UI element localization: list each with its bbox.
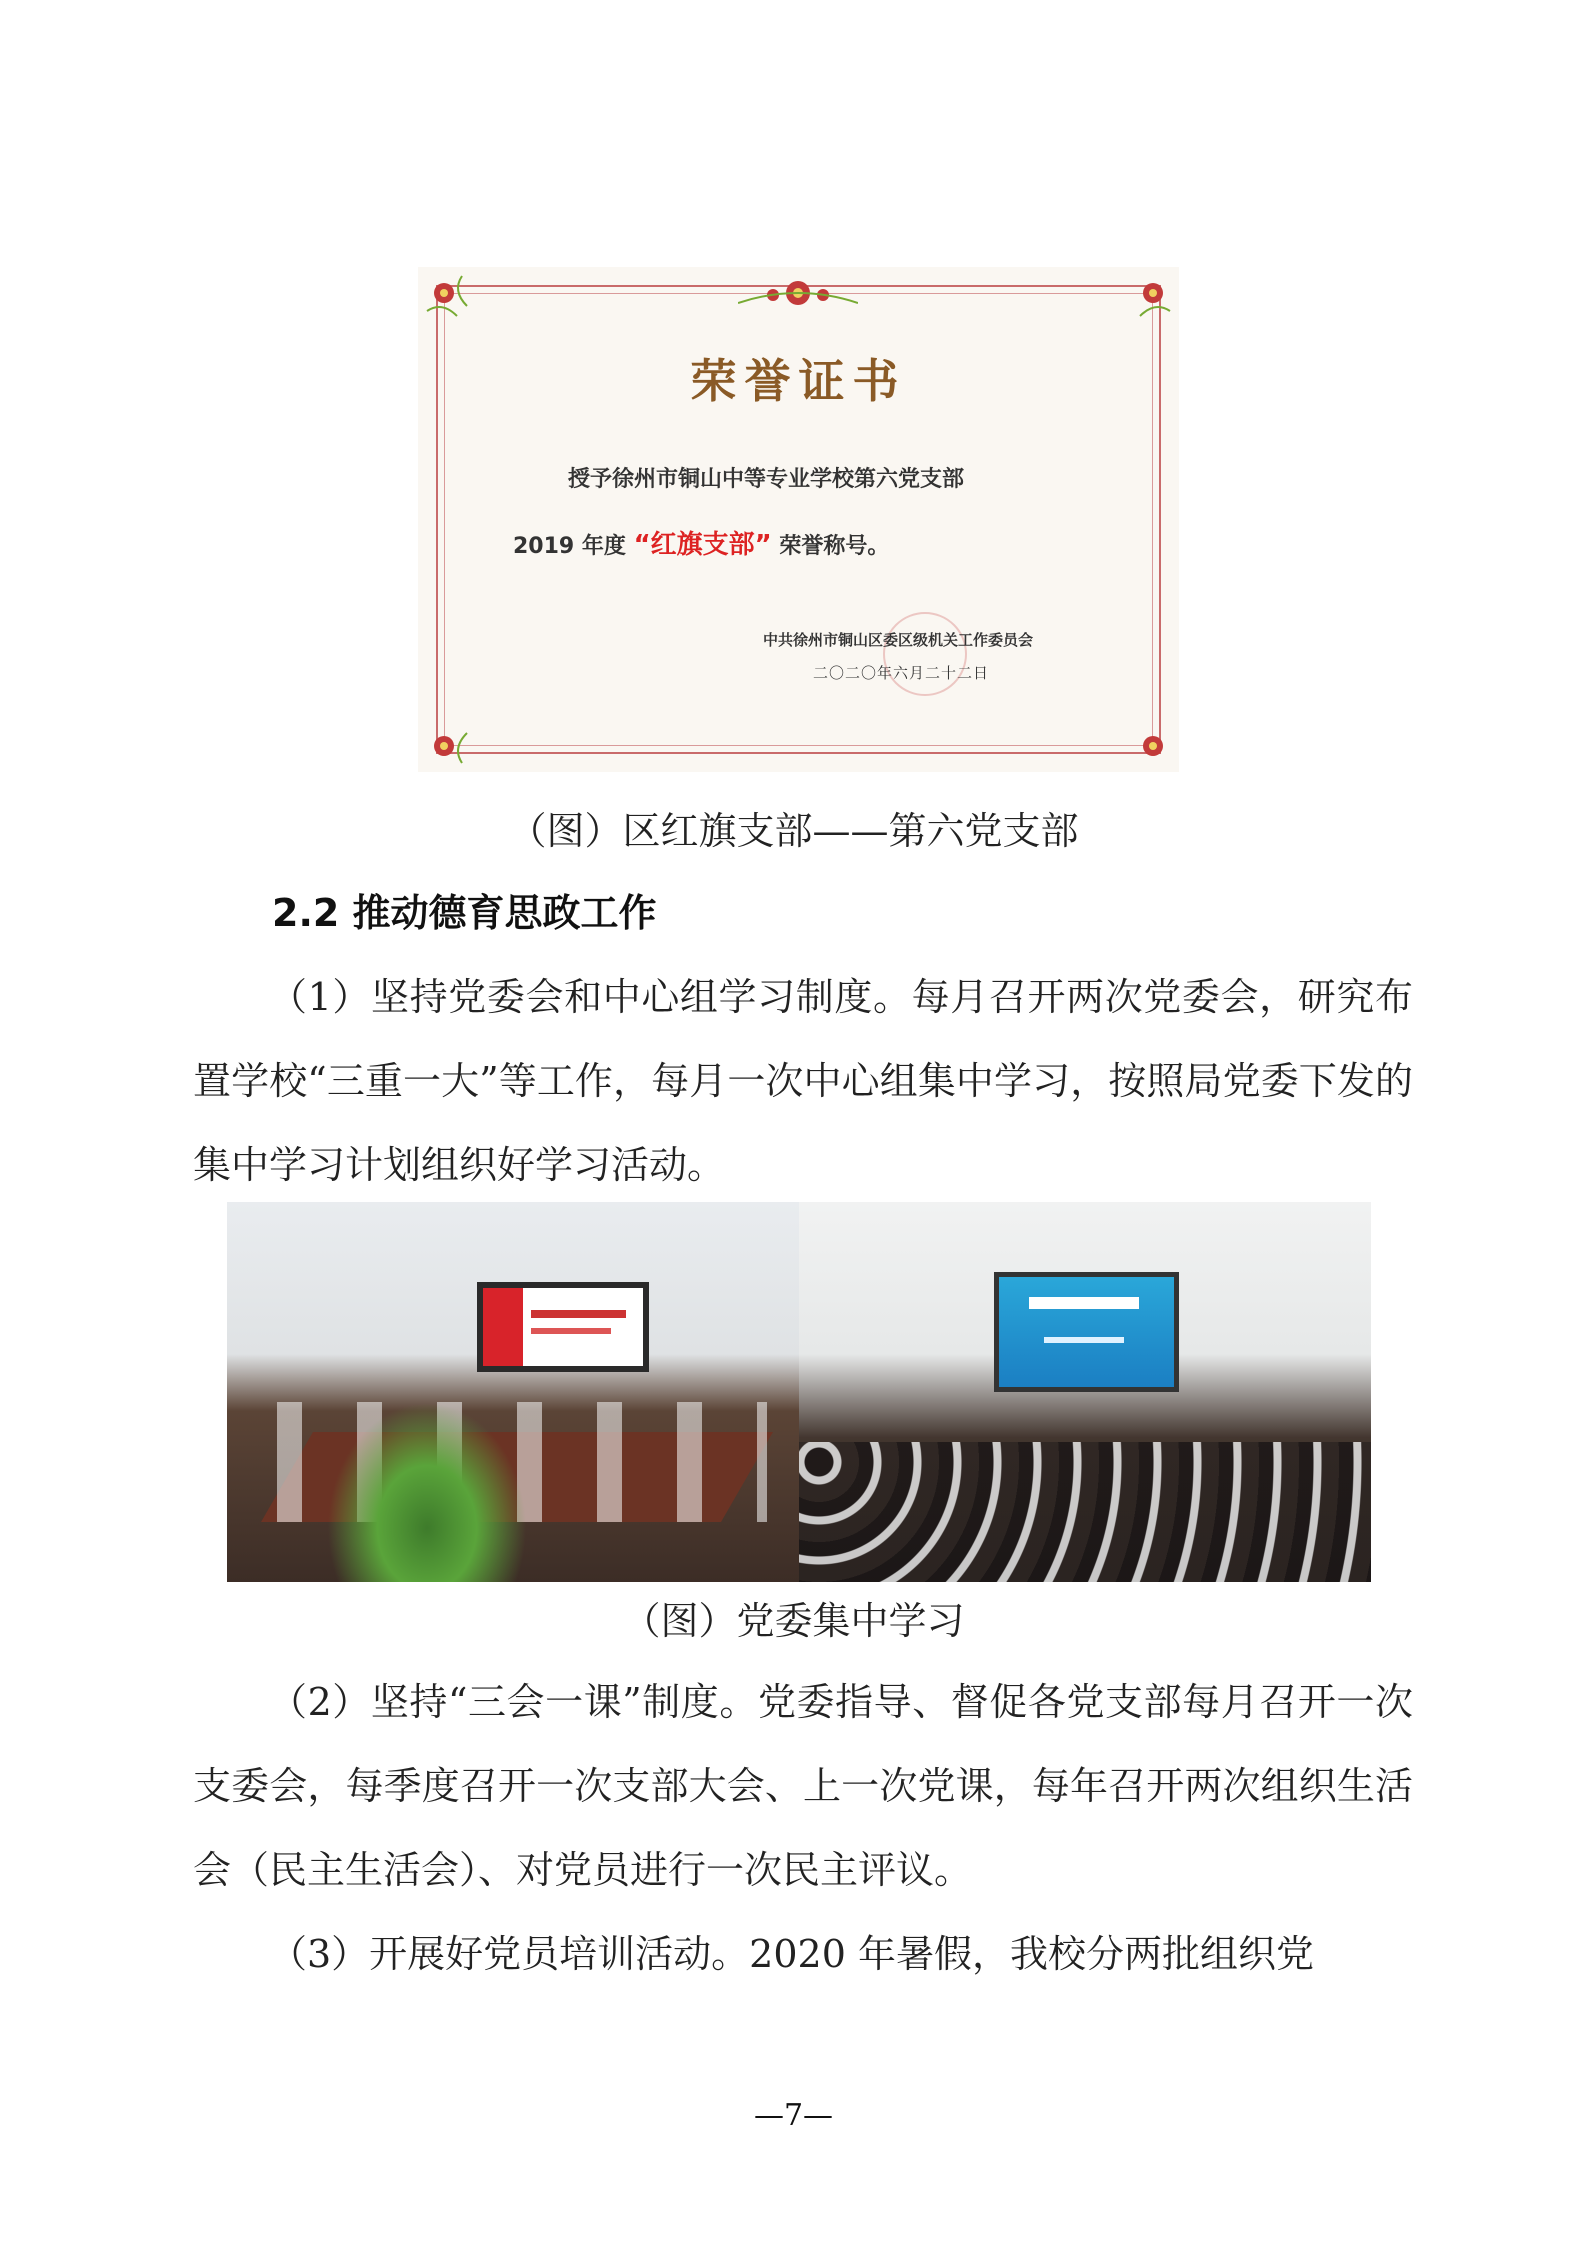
paragraph: （3）开展好党员培训活动。2020 年暑假，我校分两批组织党: [269, 1932, 1314, 1976]
certificate-date: 二〇二〇年六月二十二日: [813, 664, 990, 682]
floral-top-ornament: [738, 273, 858, 313]
certificate-issuer: 中共徐州市铜山区委区级机关工作委员会: [763, 631, 1034, 649]
meeting-photo: [227, 1202, 799, 1582]
audience: [799, 1442, 1371, 1582]
assembly-photo: [799, 1202, 1371, 1582]
figure-caption: （图）区红旗支部——第六党支部: [508, 809, 1079, 853]
figure-caption: （图）党委集中学习: [622, 1599, 965, 1643]
certificate-recipient-line: 授予徐州市铜山中等专业学校第六党支部: [568, 467, 965, 492]
presentation-screen: [477, 1282, 649, 1372]
certificate-honor-line: [513, 524, 889, 561]
potted-plant: [327, 1402, 527, 1582]
official-seal: [883, 612, 967, 696]
certificate-honor-suffix: 荣誉称号。: [779, 534, 890, 559]
certificate-year: 2019 年度: [513, 534, 626, 559]
floral-corner-ornament: [1105, 271, 1175, 341]
certificate-title: 荣誉证书: [690, 354, 907, 408]
presentation-screen: [994, 1272, 1179, 1392]
paragraph: （1）坚持党委会和中心组学习制度。每月召开两次党委会，研究布置学校“三重一大”等工作，每月一次中心组集中学习，按照局党委下发的集中学习计划组织好学习活动。: [193, 975, 1413, 1187]
certificate-honor-title: “红旗支部”: [633, 530, 772, 560]
section-heading: 2.2 推动德育思政工作: [272, 891, 657, 935]
page-number: —7—: [753, 2098, 834, 2133]
floral-corner-ornament: [422, 271, 492, 341]
floral-corner-ornament: [1105, 698, 1175, 768]
honor-certificate-image: [418, 267, 1179, 772]
paragraph: （2）坚持“三会一课”制度。党委指导、督促各党支部每月召开一次支委会，每季度召开一次支部大会、上一次党课，每年召开两次组织生活会（民主生活会）、对党员进行一次民主评议。: [193, 1680, 1413, 1892]
floral-corner-ornament: [422, 698, 492, 768]
